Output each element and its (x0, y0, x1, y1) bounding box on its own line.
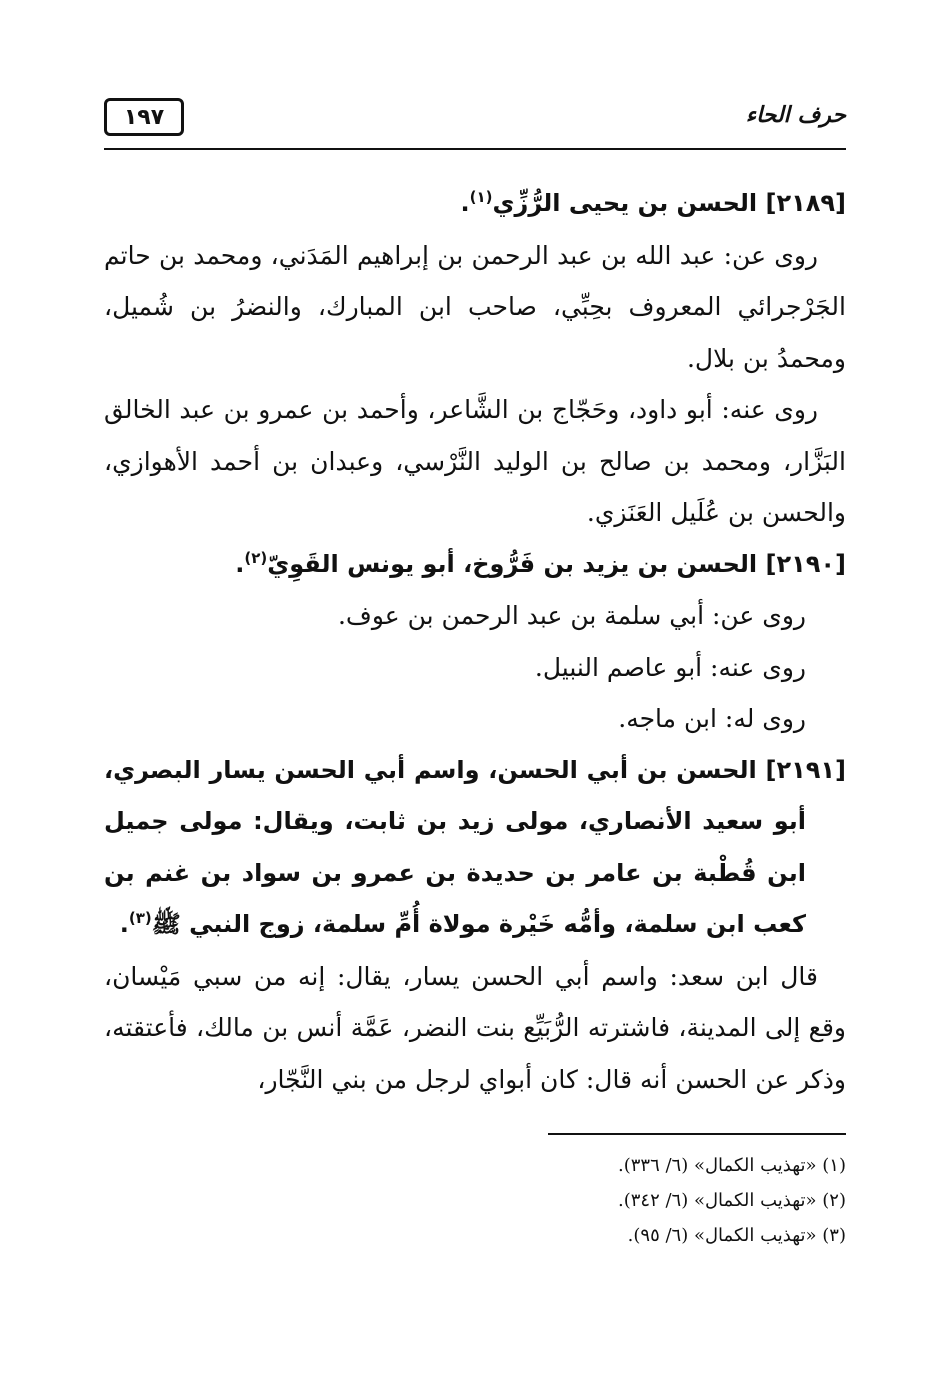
footnote-marker: (٣) (128, 909, 152, 927)
entry-heading-2189 (104, 178, 846, 230)
heading-end: . (235, 549, 245, 578)
entry-paragraph: روى له: ابن ماجه. (618, 704, 806, 733)
entry-paragraph: روى عن: عبد الله بن عبد الرحمن بن إبراهيم المَدَني، ومحمد بن حاتم الجَرْجرائي المعروف بحِبِّي، صاحب ابن المبارك، والنضرُ بن شُميل، ومحمدُ بن بلال. (104, 240, 846, 373)
heading-end: . (119, 910, 129, 938)
entry-paragraph: قال ابن سعد: واسم أبي الحسن يسار، يقال: إنه من سبي مَيْسان، وقع إلى المدينة، فاشترته الرُّبَيِّع بنت النضر، عَمَّة أنس بن مالك، فأعتقته، وذكر عن الحسن أنه قال: كان أبواي لرجل من بني النَّجّار، (104, 961, 846, 1094)
header-rule (104, 148, 846, 150)
page-number: ١٩٧ (104, 98, 184, 136)
page-header (104, 96, 846, 152)
entry-paragraph: روى عن: أبي سلمة بن عبد الرحمن بن عوف. (337, 601, 806, 630)
entry-heading-2190 (104, 539, 846, 591)
entry-heading-text: [٢١٩٠] الحسن بن يزيد بن فَرُّوخ، أبو يونس القَوِيّ (267, 549, 846, 578)
footnote-marker: (١) (469, 188, 493, 206)
heading-end: . (460, 189, 470, 217)
entry-heading-2191 (104, 745, 846, 951)
entry-paragraph: روى عنه: أبو عاصم النبيل. (534, 652, 806, 682)
footnote-rule (548, 1133, 846, 1135)
footnote-1: (١) «تهذيب الكمال» (٦/ ٣٣٦). (617, 1155, 846, 1176)
entry-paragraph: روى عنه: أبو داود، وحَجّاج بن الشَّاعر، وأحمد بن عمرو بن عبد الخالق البَزَّار، ومحمد بن صالح بن الوليد النَّرْسي، وعبدان بن أحمد الأهوازي، والحسن بن عُلَيل العَنَزي. (104, 395, 846, 527)
entry-heading-text: [٢١٨٩] الحسن بن يحيى الرُّزِّي (492, 189, 846, 217)
footnote-marker: (٢) (244, 548, 268, 567)
running-head: حرف الحاء (745, 102, 846, 128)
footnote-2: (٢) «تهذيب الكمال» (٦/ ٣٤٢). (617, 1190, 846, 1211)
footnotes (104, 1148, 846, 1253)
main-text (104, 178, 846, 1105)
footnote-3: (٣) «تهذيب الكمال» (٦/ ٩٥). (627, 1225, 846, 1246)
entry-heading-text: [٢١٩١] الحسن بن أبي الحسن، واسم أبي الحسن يسار البصري، أبو سعيد الأنصاري، مولى زيد بن ثابت، ويقال: مولى جميل ابن قُطْبة بن عامر بن حديدة بن عمرو بن سواد بن غنم بن كعب ابن سلمة، وأمُّه خَيْرة مولاة أُمِّ سلمة، زوج النبي ﷺ (104, 755, 846, 938)
